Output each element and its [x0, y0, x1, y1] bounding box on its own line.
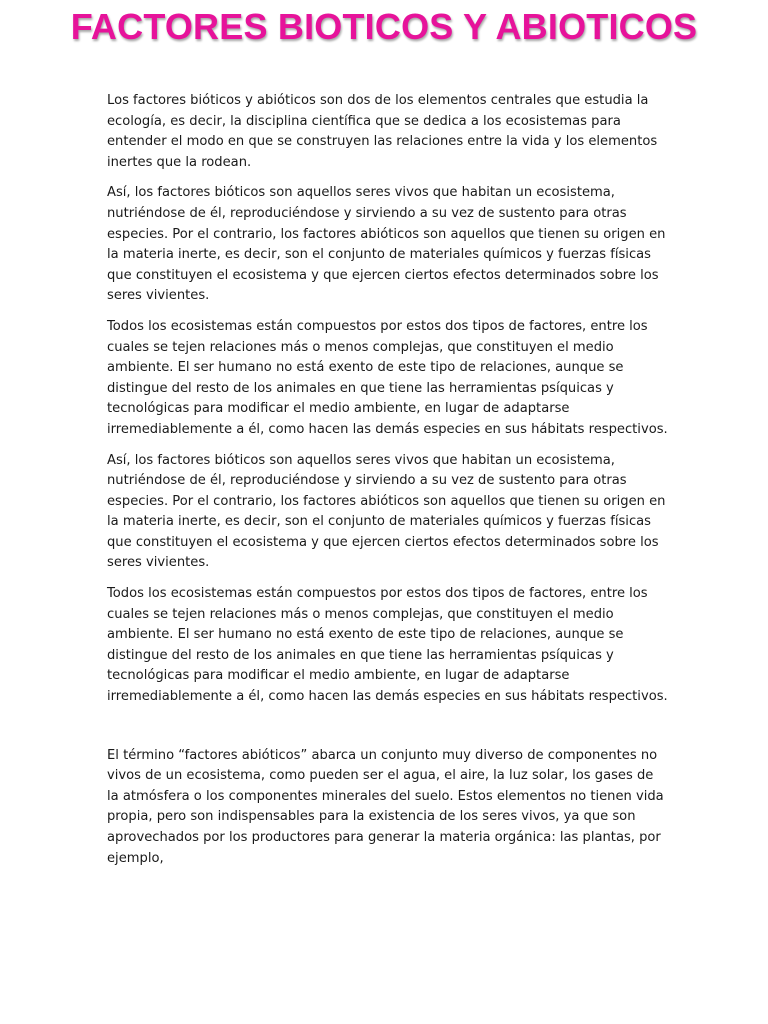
document-body — [107, 91, 669, 879]
paragraph-6: El término “factores abióticos” abarca un conjunto muy diverso de componentes no vivos de un ecosistema, como pueden ser el agua, el aire, la luz solar, los gases de la atmósfera o los componentes minerales del suelo. Estos elementos no tienen vida propia, pero son indispensables para la existencia de los seres vivos, ya que son aprovechados por los productores para generar la materia orgánica: las plantas, por ejemplo, — [107, 747, 664, 866]
paragraph-1: Los factores bióticos y abióticos son dos de los elementos centrales que estudia la ecología, es decir, la disciplina científica que se dedica a los ecosistemas para entender el modo en que se construyen las relaciones entre la vida y los elementos inertes que la rodean. — [107, 93, 658, 170]
paragraph-4: Así, los factores bióticos son aquellos seres vivos que habitan un ecosistema, nutriéndose de él, reproduciéndose y sirviendo a su vez de sustento para otras especies. Por el contrario, los factores abióticos son aquellos que tienen su origen en la materia inerte, es decir, son el conjunto de materiales químicos y fuerzas físicas que constituyen el ecosistema y que ejercen ciertos efectos determinados sobre los seres vivientes. — [107, 452, 666, 571]
paragraph-5: Todos los ecosistemas están compuestos por estos dos tipos de factores, entre los cuales se tejen relaciones más o menos complejas, que constituyen el medio ambiente. El ser humano no está exento de este tipo de relaciones, aunque se distingue del resto de los animales en que tiene las herramientas psíquicas y tecnológicas para modificar el medio ambiente, en lugar de adaptarse irremediablemente a él, como hacen las demás especies en sus hábitats respectivos. — [107, 586, 668, 705]
paragraph-2: Así, los factores bióticos son aquellos seres vivos que habitan un ecosistema, nutriéndose de él, reproduciéndose y sirviendo a su vez de sustento para otras especies. Por el contrario, los factores abióticos son aquellos que tienen su origen en la materia inerte, es decir, son el conjunto de materiales químicos y fuerzas físicas que constituyen el ecosistema y que ejercen ciertos efectos determinados sobre los seres vivientes. — [107, 185, 666, 304]
document-title: FACTORES BIOTICOS Y ABIOTICOS — [70, 6, 698, 47]
paragraph-3: Todos los ecosistemas están compuestos por estos dos tipos de factores, entre los cuales se tejen relaciones más o menos complejas, que constituyen el medio ambiente. El ser humano no está exento de este tipo de relaciones, aunque se distingue del resto de los animales en que tiene las herramientas psíquicas y tecnológicas para modificar el medio ambiente, en lugar de adaptarse irremediablemente a él, como hacen las demás especies en sus hábitats respectivos. — [107, 318, 668, 437]
